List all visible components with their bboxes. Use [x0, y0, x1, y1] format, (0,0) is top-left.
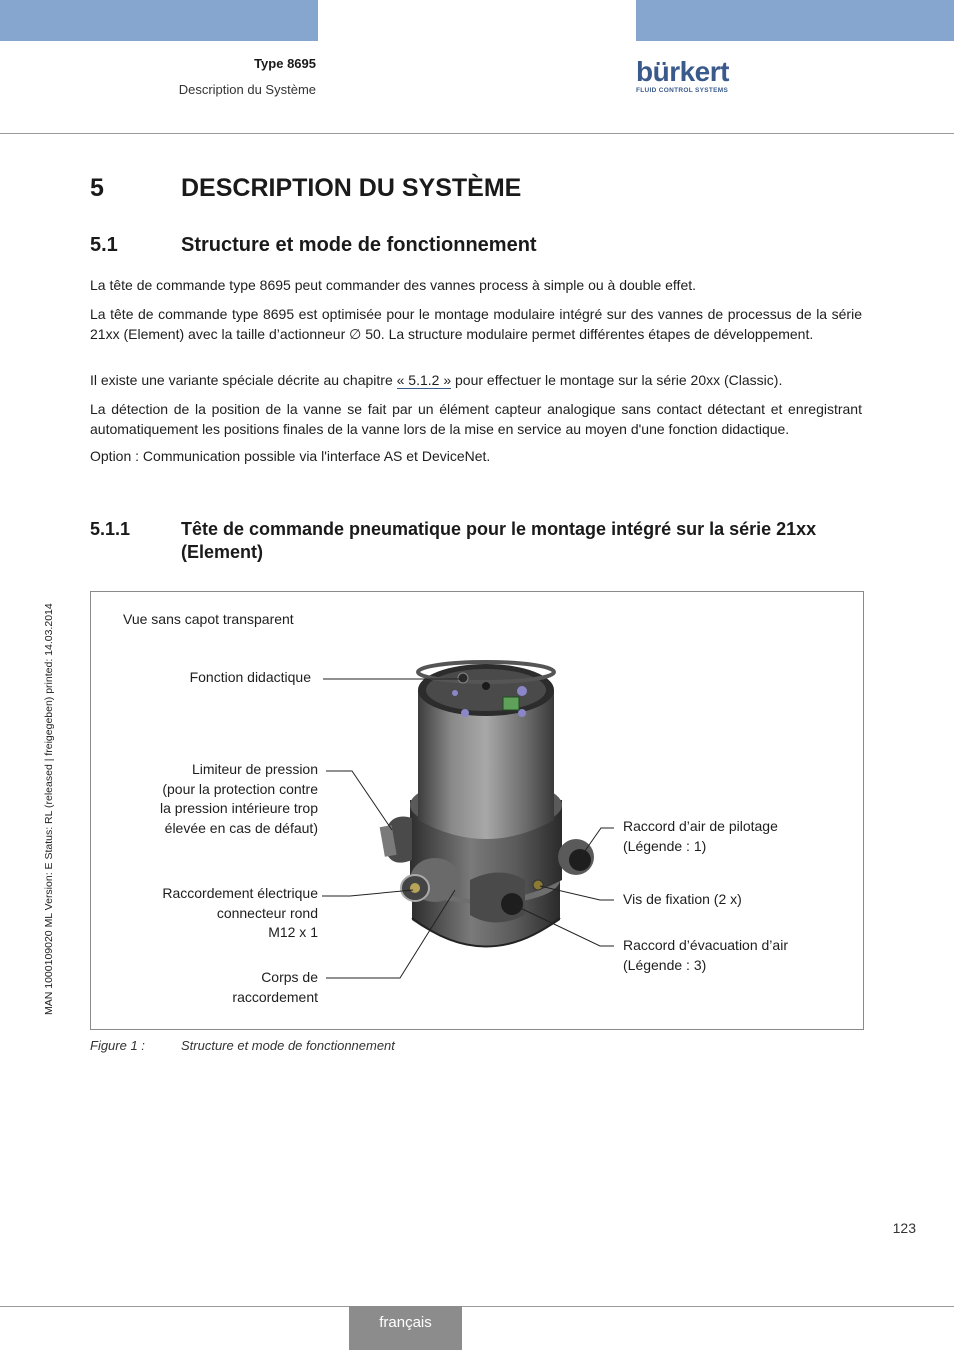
figure-caption-label: Figure 1 : — [90, 1038, 145, 1053]
label-corps-line-1: Corps de — [261, 969, 318, 985]
paragraph-1: La tête de commande type 8695 peut commander des vannes process à simple ou à double effet. — [90, 277, 697, 293]
label-limiteur-line-4: élevée en cas de défaut) — [164, 819, 318, 836]
label-limiteur-line-3: la pression intérieure trop — [160, 800, 318, 816]
label-raccordement-line-2: connecteur rond — [216, 904, 318, 921]
label-limiteur-pression — [160, 760, 318, 838]
view-label: Vue sans capot transparent — [123, 611, 294, 627]
label-raccordement-line-1: Raccordement électrique — [162, 885, 318, 901]
label-evacuation-line-1: Raccord d’évacuation d’air — [623, 937, 788, 953]
label-corps-raccordement — [232, 968, 318, 1007]
label-evacuation-line-2: (Légende : 3) — [623, 956, 707, 973]
subsection-title: Tête de commande pneumatique pour le montage intégré sur la série 21xx (Element) — [181, 519, 817, 562]
language-tab[interactable]: français — [349, 1306, 462, 1350]
figure-caption-text: Structure et mode de fonctionnement — [181, 1038, 395, 1053]
label-limiteur-line-1: Limiteur de pression — [191, 761, 318, 777]
label-vis-fixation: Vis de fixation (2 x) — [623, 891, 742, 907]
section-number: 5.1 — [90, 234, 118, 256]
chapter-number: 5 — [90, 174, 104, 202]
label-raccord-evacuation — [623, 936, 788, 975]
document-metadata-vertical: MAN 1000109020 ML Version: E Status: RL (released | freigegeben) printed: 14.03.2014 — [43, 603, 55, 1015]
exhaust-port — [470, 873, 525, 923]
figure-caption — [90, 1038, 395, 1053]
logo-tagline: FLUID CONTROL SYSTEMS — [636, 87, 729, 94]
label-raccordement-line-3: M12 x 1 — [268, 924, 318, 940]
section-title: Structure et mode de fonctionnement — [181, 234, 537, 256]
pilot-air-port — [558, 839, 594, 875]
footer-divider — [0, 1306, 954, 1307]
chapter-link[interactable]: « 5.1.2 » — [396, 372, 452, 388]
logo-wordmark: bürkert — [636, 56, 729, 87]
paragraph-2: La tête de commande type 8695 est optimisée pour le montage modulaire intégré sur des vannes de processus de la série 21xx (Element) avec la taille d’actionneur ∅ 50. La structure modulaire permet différentes étapes de développement. — [90, 306, 862, 342]
paragraph-4: La détection de la position de la vanne se fait par un élément capteur analogique sans contact détectant et enregistrant automatiquement les positions finales de la vanne lors de la mise en service au moyen d'une fonction didactique. — [90, 401, 862, 437]
paragraph-3-after: pour effectuer le montage sur la série 20xx (Classic). — [451, 372, 783, 388]
document-type: Type 8695 — [254, 56, 316, 71]
chapter-title: DESCRIPTION DU SYSTÈME — [181, 174, 522, 202]
cap-cylinder — [418, 662, 554, 839]
page-number: 123 — [892, 1220, 916, 1236]
label-limiteur-line-2: (pour la protection contre — [162, 780, 318, 797]
paragraph-3-before: Il existe une variante spéciale décrite au chapitre — [90, 372, 397, 388]
fixing-screw — [533, 880, 543, 890]
paragraph-5: Option : Communication possible via l'interface AS et DeviceNet. — [90, 448, 491, 464]
label-pilotage-line-1: Raccord d’air de pilotage — [623, 818, 778, 834]
label-raccordement-electrique — [162, 884, 318, 943]
pressure-limiter — [380, 817, 412, 863]
label-raccord-pilotage — [623, 817, 778, 856]
label-fonction-didactique: Fonction didactique — [189, 669, 311, 685]
section-name: Description du Système — [178, 82, 316, 97]
label-pilotage-line-2: (Légende : 1) — [623, 837, 707, 854]
label-corps-line-2: raccordement — [232, 988, 318, 1005]
subsection-number: 5.1.1 — [90, 519, 131, 539]
